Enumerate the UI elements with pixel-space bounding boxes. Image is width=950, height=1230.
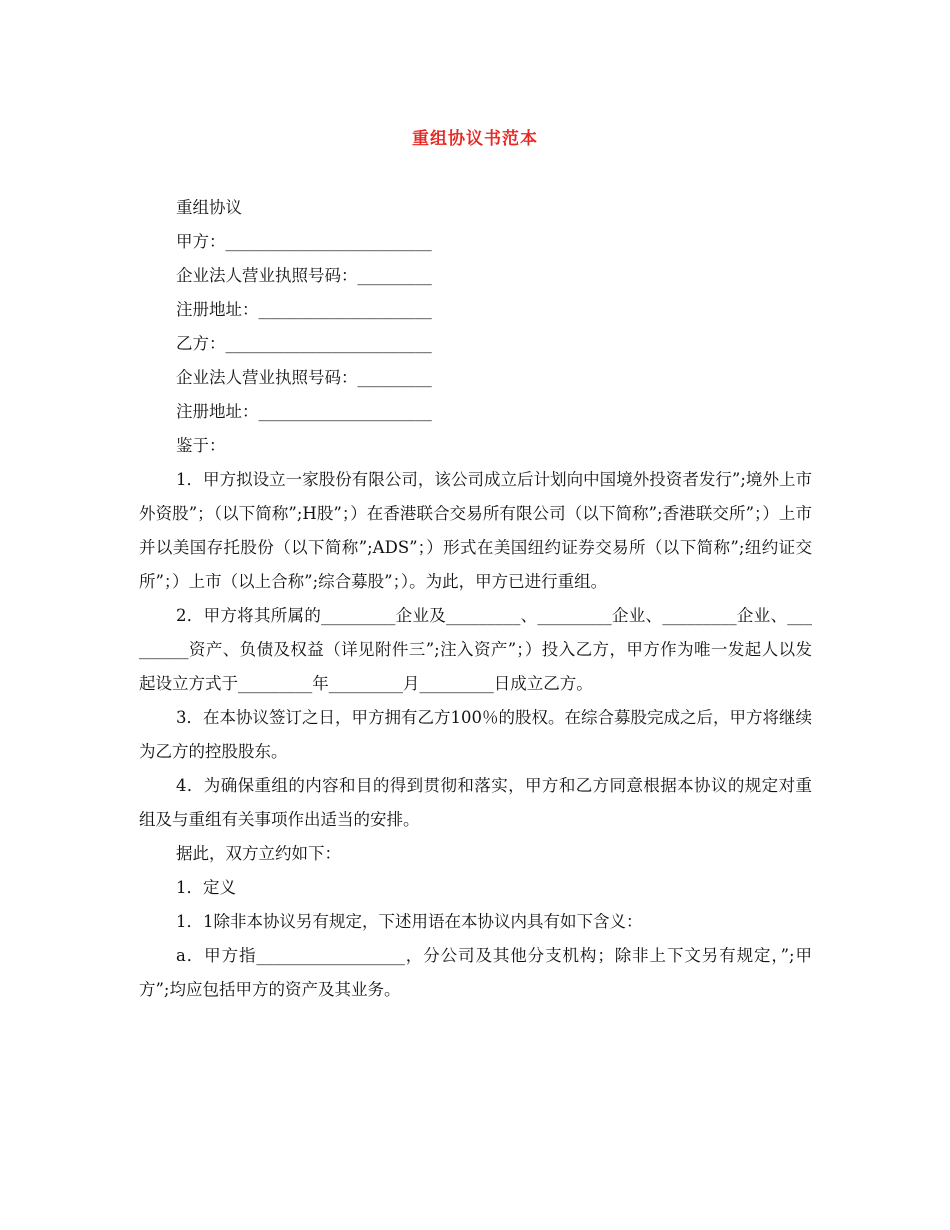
clause-2: 2．甲方将其所属的_________企业及_________、_________企业、_________企业、_________资产、负债及权益（详见附件三”;注入资产”；）投入乙方，甲方作为唯一发起人以发起设立方式于_________年_________月_________日成立乙方。 xyxy=(139,606,812,693)
agreement-statement: 据此，双方立约如下： xyxy=(176,844,341,863)
party-b-field: 乙方：_________________________ xyxy=(176,334,432,353)
document-body xyxy=(139,191,812,1007)
definition-a: a．甲方指__________________，分公司及其他分支机构；除非上下文另有规定，”;甲方”;均应包括甲方的资产及其业务。 xyxy=(139,946,812,999)
clause-3: 3．在本协议签订之日，甲方拥有乙方100％的股权。在综合募股完成之后，甲方将继续为乙方的控股股东。 xyxy=(139,708,812,761)
section-1-heading: 1．定义 xyxy=(176,878,236,897)
party-b-license-field: 企业法人营业执照号码：_________ xyxy=(176,368,432,387)
agreement-heading: 重组协议 xyxy=(176,198,242,217)
party-a-field: 甲方：_________________________ xyxy=(176,232,432,251)
clause-1: 1．甲方拟设立一家股份有限公司，该公司成立后计划向中国境外投资者发行”;境外上市外资股”；（以下简称”;H股”；）在香港联合交易所有限公司（以下简称”;香港联交所”；）上市并以美国存托股份（以下简称”;ADS”；）形式在美国纽约证券交易所（以下简称”;纽约证交所”；）上市（以上合称”;综合募股”；）。为此，甲方已进行重组。 xyxy=(139,470,812,591)
party-a-license-field: 企业法人营业执照号码：_________ xyxy=(176,266,432,285)
party-a-address-field: 注册地址：_____________________ xyxy=(176,300,432,319)
clause-4: 4．为确保重组的内容和目的得到贯彻和落实，甲方和乙方同意根据本协议的规定对重组及与重组有关事项作出适当的安排。 xyxy=(139,776,812,829)
section-1-1: 1．1除非本协议另有规定，下述用语在本协议内具有如下含义： xyxy=(176,912,643,931)
document-title: 重组协议书范本 xyxy=(412,129,538,149)
party-b-address-field: 注册地址：_____________________ xyxy=(176,402,432,421)
whereas-label: 鉴于： xyxy=(176,436,226,455)
